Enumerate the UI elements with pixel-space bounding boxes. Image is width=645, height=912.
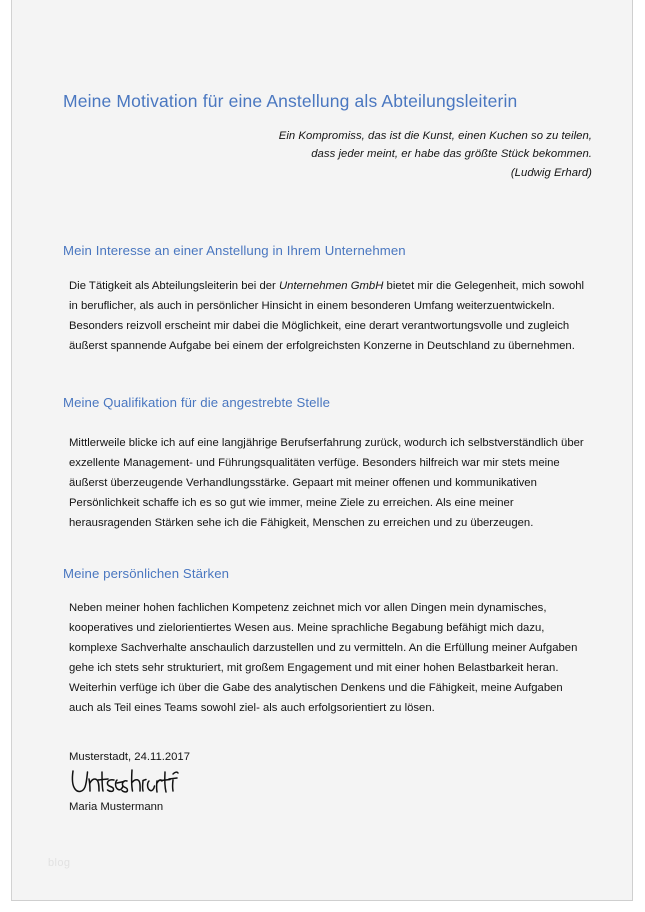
- quote-attribution: (Ludwig Erhard): [510, 166, 592, 179]
- signature-place-date: Musterstadt, 24.11.2017: [69, 751, 190, 763]
- watermark-label: blog: [48, 857, 71, 869]
- section-heading-staerken: Meine persönlichen Stärken: [63, 565, 230, 581]
- handwritten-signature-icon: [69, 768, 199, 798]
- quote-line-1: Ein Kompromiss, das ist die Kunst, einen Kuchen so zu teilen,: [278, 130, 592, 142]
- company-name-emphasis: Unternehmen GmbH: [278, 280, 384, 293]
- epigraph-quote: [192, 127, 592, 182]
- section-heading-interesse: Mein Interesse an einer Anstellung in Ihrem Unternehmen: [63, 242, 406, 258]
- section-body-qualifikation: Mittlerweile blicke ich auf eine langjährige Berufserfahrung zurück, wodurch ich selbstverständlich über exzellente Management- und Führungsqualitäten verfüge. Besonders hilfreich war mir stets meine äußerst überzeugende Verhandlungsstärke. Gepaart mit meiner offenen und kommunikativen Persönlichkeit schaffe ich es so gut wie immer, meine Ziele zu erreichen. Als eine meiner herausragenden Stärken sehe ich die Fähigkeit, Menschen zu erreichen und zu überzeugen.: [69, 437, 584, 530]
- body-text-lead: Die Tätigkeit als Abteilungsleiterin bei der: [69, 280, 279, 293]
- signature-block: [69, 749, 369, 816]
- section-body-interesse: [69, 277, 585, 357]
- body-text-rest: bietet mir die Gelegenheit, mich sowohl in beruflicher, als auch in persönlicher Hinsicht in einem besonderen Umfang weiterzuentwickeln. Besonders reizvoll erscheint mir dabei die Möglichkeit, eine derart verantwortungsvolle und zugleich äußerst spannende Aufgabe bei einem der erfolgreichsten Konzerne in Deutschland zu übernehmen.: [69, 280, 585, 353]
- section-heading-qualifikation: Meine Qualifikation für die angestrebte Stelle: [63, 394, 331, 410]
- signature-name: Maria Mustermann: [69, 800, 164, 813]
- section-body-staerken: Neben meiner hohen fachlichen Kompetenz zeichnet mich vor allen Dingen mein dynamisches, kooperatives und zielorientiertes Wesen aus. Meine sprachliche Begabung befähigt mich dazu, komplexe Sachverhalte anschaulich darzustellen und zu vermitteln. An die Erfüllung meiner Aufgaben gehe ich stets sehr strukturiert, mit großem Engagement und mit einer hohen Belastbarkeit heran. Weiterhin verfüge ich über die Gabe des analytischen Denkens und die Fähigkeit, meine Aufgaben auch als Teil eines Teams sowohl ziel- als auch erfolgsorientiert zu lösen.: [69, 602, 578, 715]
- page-title: Meine Motivation für eine Anstellung als Abteilungsleiterin: [63, 90, 518, 111]
- document-page: [11, 0, 633, 901]
- quote-line-2: dass jeder meint, er habe das größte Stück bekommen.: [311, 148, 592, 161]
